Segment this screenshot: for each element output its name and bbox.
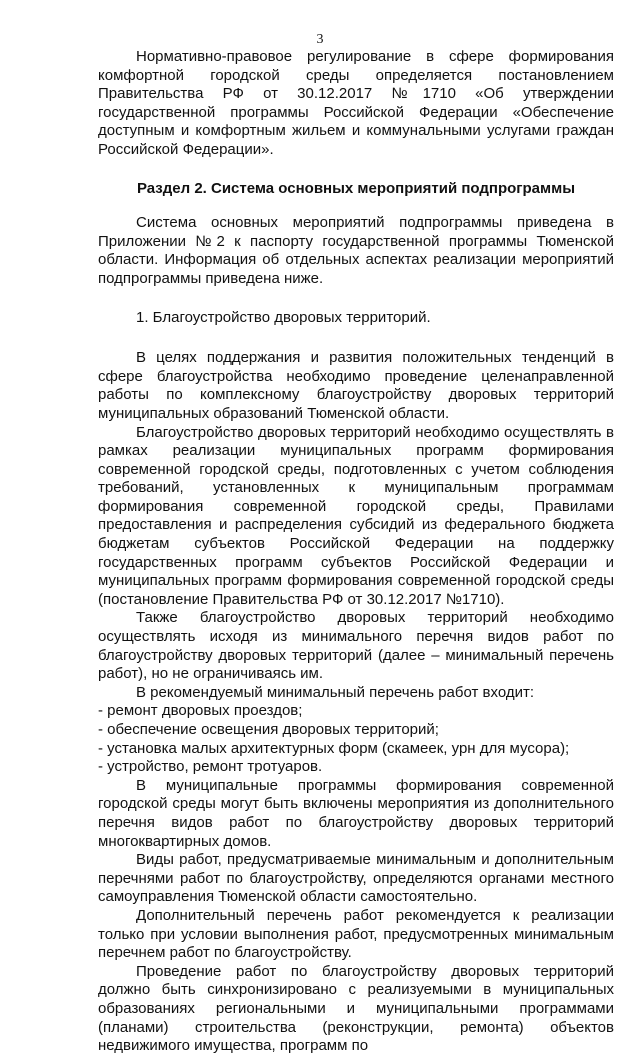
- paragraph-synchronization: Проведение работ по благоустройству дворовых территорий должно быть синхронизировано с реализуемыми в муниципальных образованиях региональными и муниципальными программами (планами) строительства (реконструкции, ремонта) объектов недвижимого имущества, программ по: [98, 962, 614, 1055]
- list-item: - ремонт дворовых проездов;: [98, 702, 303, 720]
- page-number: 3: [316, 32, 324, 47]
- paragraph-min-list-intro: В рекомендуемый минимальный перечень работ входит:: [136, 683, 535, 701]
- paragraph-goals: В целях поддержания и развития положительных тенденций в сфере благоустройства необходимо проведение целенаправленной работы по комплексному благоустройству дворовых территорий муниципальных образований Тюменской области.: [98, 349, 614, 422]
- subsection-title: 1. Благоустройство дворовых территорий.: [136, 308, 431, 326]
- list-item: - установка малых архитектурных форм (скамеек, урн для мусора);: [98, 739, 570, 757]
- paragraph-min-list-basis: Также благоустройство дворовых территорий необходимо осуществлять исходя из минимального перечня видов работ по благоустройству дворовых территорий (далее – минимальный перечень работ), но не ограничиваясь им.: [98, 609, 614, 683]
- list-item: - обеспечение освещения дворовых территорий;: [98, 721, 439, 738]
- list-item: - устройство, ремонт тротуаров.: [98, 758, 323, 776]
- section-heading: Раздел 2. Система основных мероприятий подпрограммы: [136, 179, 576, 197]
- paragraph-additional-condition: Дополнительный перечень работ рекомендуется к реализации только при условии выполнения работ, предусмотренных минимальным перечнем работ по благоустройству.: [98, 906, 614, 962]
- paragraph-regulation: Нормативно-правовое регулирование в сфере формирования комфортной городской среды определяется постановлением Правительства РФ от 30.12.2017 №1710 «Об утверждении государственной программы Российской Федерации «Обеспечение доступным и комфортным жильем и коммунальными услугами граждан Российской Федерации».: [98, 48, 614, 158]
- section-intro: Система основных мероприятий подпрограммы приведена в Приложении №2 к паспорту государственной программы Тюменской области. Информация об отдельных аспектах реализации мероприятий подпрограммы приведена ниже.: [98, 214, 614, 287]
- paragraph-implementation: Благоустройство дворовых территорий необходимо осуществлять в рамках реализации муниципальных программ формирования современной городской среды, подготовленных с учетом соблюдения требований, установленных к муниципальным программам формирования современной городской среды, Правилами предоставления и распределения субсидий из федерального бюджета бюджетам субъектов Российской Федерации на поддержку государственных программ субъектов Российской Федерации и муниципальных программ формирования современной городской среды (постановление Правительства РФ от 30.12.2017 №1710).: [98, 423, 614, 608]
- paragraph-additional-list: В муниципальные программы формирования современной городской среды могут быть включены мероприятия из дополнительного перечня видов работ по благоустройству дворовых территорий многоквартирных домов.: [98, 776, 614, 850]
- paragraph-work-types: Виды работ, предусматриваемые минимальным и дополнительным перечнями работ по благоустройству, определяются органами местного самоуправления Тюменской области самостоятельно.: [98, 851, 614, 906]
